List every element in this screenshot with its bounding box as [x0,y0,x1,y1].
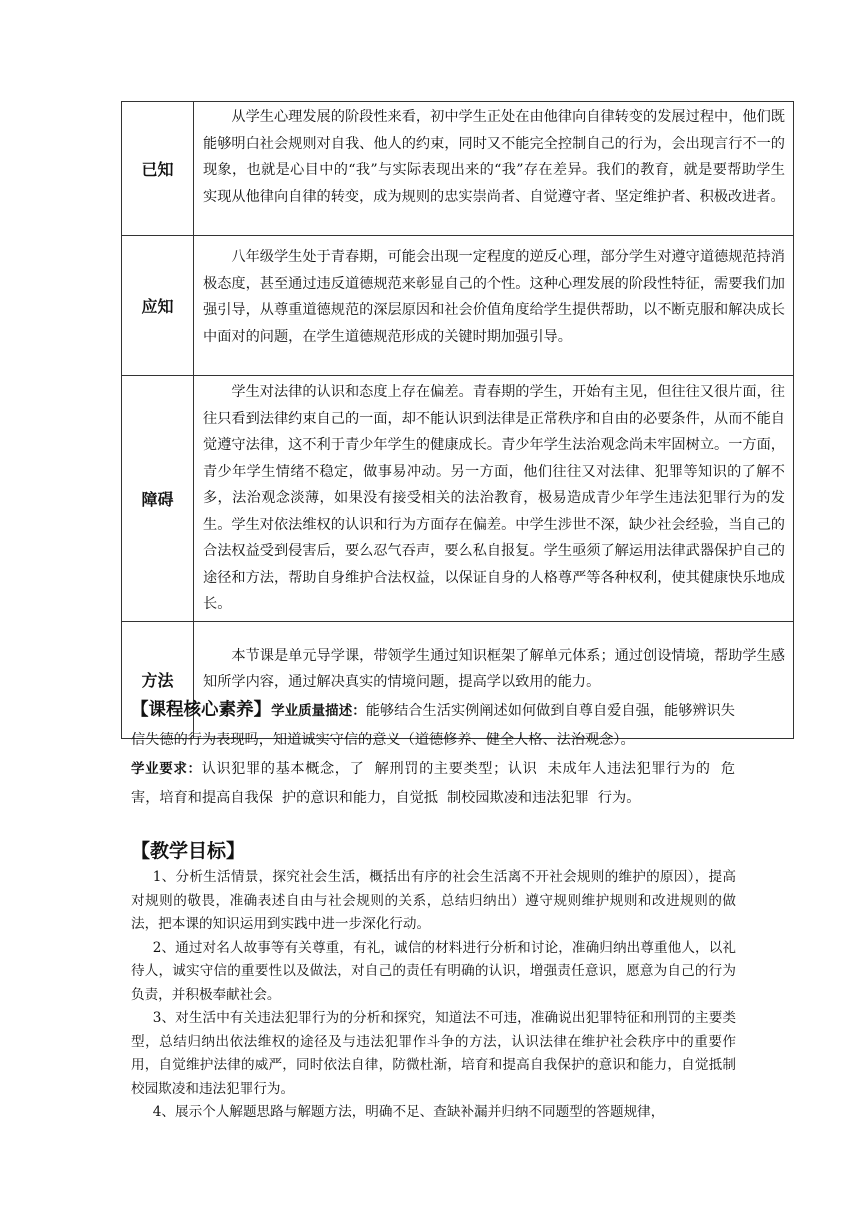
quality-text: 能够结合生活实例阐述如何做到自尊自爱自强，能够辨识失信失德的行为表现吗，知道诚实守信的意义（道德修养、健全人格、法治观念）。 [131,703,735,748]
goal-item: 2、通过对名人故事等有关尊重，有礼，诚信的材料进行分析和讨论，准确归纳出尊重他人，以礼待人，诚实守信的重要性以及做法，对自己的责任有明确的认识，增强责任意识，愿意为自己的行为负责，并积极奉献社会。 [131,939,736,1003]
row-label: 障碍 [122,376,194,622]
core-literacy-heading: 【课程核心素养】 [131,700,272,720]
row-label: 方法 [122,621,194,738]
quality-paragraph [131,696,735,755]
row-content: 八年级学生处于青春期，可能会出现一定程度的逆反心理，部分学生对遵守道德规范持消极态度，甚至通过违反道德规范来彰显自己的个性。这种心理发展的阶段性特征，需要我们加强引导，从尊重道德规范的深层原因和社会价值角度给学生提供帮助，以不断克服和解决成长中面对的问题，在学生道德规范形成的关键时期加强引导。 [194,236,794,376]
requirement-text: 认识犯罪的基本概念，了 解刑罚的主要类型；认识 未成年人违法犯罪行为的 危害，培育和提高自我保 护的意识和能力，自觉抵 制校园欺凌和违法犯罪 行为。 [131,761,736,806]
row-label: 应知 [122,236,194,376]
table-row-known [122,102,794,236]
table-row-should-know [122,236,794,376]
goal-item: 3、对生活中有关违法犯罪行为的分析和探究，知道法不可违，准确说出犯罪特征和刑罚的主要类型，总结归纳出依法维权的途径及与违法犯罪作斗争的方法，认识法律在维护社会秩序中的重要作用，自觉维护法律的威严，同时依法自律，防微杜渐，培育和提高自我保护的意识和能力，自觉抵制校园欺凌和违法犯罪行为。 [131,1010,736,1097]
row-content: 从学生心理发展的阶段性来看，初中学生正处在由他律向自律转变的发展过程中，他们既能够明白社会规则对自我、他人的约束，同时又不能完全控制自己的行为，会出现言行不一的现象，也就是心目中的“我”与实际表现出来的“我”存在差异。我们的教育，就是要帮助学生实现从他律向自律的转变，成为规则的忠实崇尚者、自觉遵守者、坚定维护者、积极改进者。 [194,102,794,236]
requirement-label: 学业要求： [131,761,202,777]
goal-item: 4、展示个人解题思路与解题方法，明确不足、查缺补漏并归纳不同题型的答题规律， [152,1104,665,1120]
row-label: 已知 [122,102,194,236]
learning-analysis-table [121,101,794,739]
teaching-goals-list [131,866,736,1125]
core-literacy-section [131,696,735,813]
quality-label: 学业质量描述： [271,703,366,719]
requirement-paragraph [131,755,735,813]
row-content: 学生对法律的认识和态度上存在偏差。青春期的学生，开始有主见，但往往又很片面，往往只看到法律约束自己的一面，却不能认识到法律是正常秩序和自由的必要条件，从而不能自觉遵守法律，这不利于青少年学生的健康成长。青少年学生法治观念尚未牢固树立。一方面，青少年学生情绪不稳定，做事易冲动。另一方面，他们往往又对法律、犯罪等知识的了解不多，法治观念淡薄，如果没有接受相关的法治教育，极易造成青少年学生违法犯罪行为的发生。学生对依法维权的认识和行为方面存在偏差。中学生涉世不深，缺少社会经验，当自己的合法权益受到侵害后，要么忍气吞声，要么私自报复。学生亟须了解运用法律武器保护自己的途径和方法，帮助自身维护合法权益，以保证自身的人格尊严等各种权利，使其健康快乐地成长。 [194,376,794,622]
row-content: 本节课是单元导学课，带领学生通过知识框架了解单元体系；通过创设情境，帮助学生感知所学内容，通过解决真实的情境问题，提高学以致用的能力。 [194,621,794,738]
teaching-goals-heading: 【教学目标】 [131,840,246,862]
table-row-obstacles [122,376,794,622]
goal-item: 1、分析生活情景，探究社会生活，概括出有序的社会生活离不开社会规则的维护的原因），提高对规则的敬畏，准确表述自由与社会规则的关系，总结归纳出）遵守规则维护规则和改进规则的做法，把本课的知识运用到实践中进一步深化行动。 [131,869,736,932]
